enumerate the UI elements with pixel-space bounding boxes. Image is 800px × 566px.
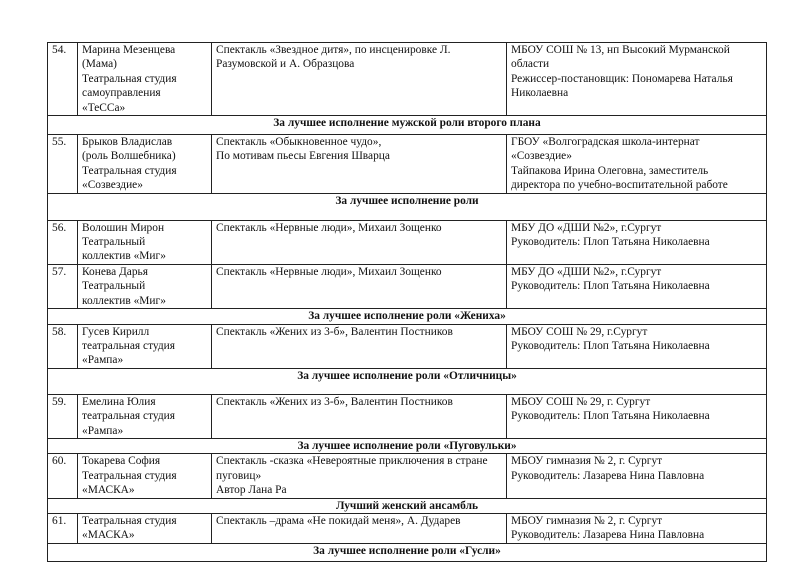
category-header-row <box>48 116 767 135</box>
participant-cell-line: Театральная студия <box>82 514 177 527</box>
table-row <box>48 135 767 194</box>
show-cell <box>212 43 507 116</box>
organization-cell-line: области <box>511 58 550 71</box>
show-cell-line: Спектакль «Нервные люди», Михаил Зощенко <box>216 221 442 234</box>
organization-cell-line: Руководитель: Плоп Татьяна Николаевна <box>511 339 710 352</box>
participant-cell <box>78 43 212 116</box>
organization-cell-line: Николаевна <box>511 87 569 100</box>
participant-cell-line: Марина Мезенцева <box>82 44 176 56</box>
row-number: 58. <box>48 324 78 368</box>
organization-cell <box>507 264 767 308</box>
category-title: За лучшее исполнение роли «Жениха» <box>48 309 767 324</box>
category-header-row <box>48 498 767 513</box>
organization-cell-line: директора по учебно-воспитательной работе <box>511 179 728 192</box>
organization-cell-line: МБУ ДО «ДШИ №2», г.Сургут <box>511 265 662 278</box>
row-number: 60. <box>48 454 78 498</box>
organization-cell-line: Руководитель: Плоп Татьяна Николаевна <box>511 410 710 423</box>
show-cell-line: По мотивам пьесы Евгения Шварца <box>216 150 390 163</box>
participant-cell-line: (Мама) <box>82 58 117 71</box>
organization-cell-line: Руководитель: Плоп Татьяна Николаевна <box>511 280 710 293</box>
table-row <box>48 264 767 308</box>
show-cell-line: Разумовской и А. Образцова <box>216 58 355 71</box>
participant-cell-line: Волошин Мирон <box>82 221 165 234</box>
participant-cell-line: коллектив «Миг» <box>82 250 166 263</box>
row-number: 54. <box>48 43 78 116</box>
category-header-row <box>48 309 767 324</box>
participant-cell-line: театральная студия <box>82 410 176 423</box>
organization-cell <box>507 324 767 368</box>
participant-cell-line: Токарева София <box>82 455 161 468</box>
participant-cell-line: Театральный <box>82 236 146 249</box>
show-cell <box>212 324 507 368</box>
participant-cell-line: самоуправления <box>82 87 161 100</box>
show-cell <box>212 513 507 543</box>
participant-cell-line: Театральная студия <box>82 164 177 177</box>
participant-cell-line: Театральный <box>82 280 146 293</box>
participant-cell-line: Театральная студия <box>82 469 177 482</box>
organization-cell-line: Тайпакова Ирина Олеговна, заместитель <box>511 164 709 177</box>
category-title: За лучшее исполнение роли <box>48 193 767 220</box>
show-cell <box>212 454 507 498</box>
participant-cell-line: «МАСКА» <box>82 484 135 497</box>
organization-cell-line: МБУ ДО «ДШИ №2», г.Сургут <box>511 221 662 234</box>
show-cell-line: Автор Лана Ра <box>216 484 287 497</box>
category-title: За лучшее исполнение роли «Пуговульки» <box>48 438 767 453</box>
category-header-row <box>48 193 767 220</box>
category-header-row <box>48 543 767 561</box>
row-number: 55. <box>48 135 78 194</box>
organization-cell <box>507 394 767 438</box>
show-cell-line: Спектакль «Жених из 3-б», Валентин Постников <box>216 325 453 338</box>
row-number: 61. <box>48 513 78 543</box>
organization-cell-line: МБОУ СОШ № 13, нп Высокий Мурманской <box>511 44 730 56</box>
category-title: Лучший женский ансамбль <box>48 498 767 513</box>
organization-cell-line: МБОУ гимназия № 2, г. Сургут <box>511 455 663 468</box>
category-header-row <box>48 368 767 394</box>
organization-cell-line: МБОУ гимназия № 2, г. Сургут <box>511 514 663 527</box>
participant-cell-line: театральная студия <box>82 339 176 352</box>
show-cell <box>212 264 507 308</box>
participant-cell-line: «Рампа» <box>82 354 124 367</box>
show-cell-line: пуговиц» <box>216 469 262 482</box>
show-cell-line: Спектакль –драма «Не покидай меня», А. Дударев <box>216 514 461 527</box>
participant-cell-line: (роль Волшебника) <box>82 150 176 163</box>
row-number: 57. <box>48 264 78 308</box>
table-row <box>48 513 767 543</box>
awards-table <box>47 42 767 562</box>
participant-cell-line: Гусев Кирилл <box>82 325 150 338</box>
participant-cell <box>78 454 212 498</box>
organization-cell <box>507 454 767 498</box>
show-cell <box>212 135 507 194</box>
organization-cell-line: «Созвездие» <box>511 150 572 163</box>
participant-cell <box>78 394 212 438</box>
participant-cell-line: Емелина Юлия <box>82 395 156 408</box>
show-cell-line: Спектакль «Жених из 3-б», Валентин Постников <box>216 395 453 408</box>
organization-cell-line: МБОУ СОШ № 29, г.Сургут <box>511 325 648 338</box>
category-title: За лучшее исполнение мужской роли второго плана <box>48 116 767 135</box>
participant-cell-line: «ТеСCа» <box>82 101 126 114</box>
participant-cell <box>78 220 212 264</box>
participant-cell-line: «МАСКА» <box>82 529 135 542</box>
participant-cell <box>78 324 212 368</box>
show-cell-line: Спектакль «Звездное дитя», по инсценировке Л. <box>216 44 451 56</box>
category-header-row <box>48 438 767 453</box>
organization-cell-line: ГБОУ «Волгоградская школа-интернат <box>511 136 700 149</box>
participant-cell <box>78 135 212 194</box>
participant-cell-line: Брыков Владислав <box>82 136 173 149</box>
participant-cell <box>78 513 212 543</box>
organization-cell <box>507 513 767 543</box>
table-row <box>48 43 767 116</box>
table-row <box>48 220 767 264</box>
organization-cell <box>507 135 767 194</box>
row-number: 56. <box>48 220 78 264</box>
organization-cell-line: Режиссер-постановщик: Пономарева Наталья <box>511 72 733 85</box>
participant-cell-line: Театральная студия <box>82 72 177 85</box>
organization-cell-line: Руководитель: Плоп Татьяна Николаевна <box>511 236 710 249</box>
participant-cell-line: «Рампа» <box>82 424 124 437</box>
table-row <box>48 324 767 368</box>
organization-cell-line: Руководитель: Лазарева Нина Павловна <box>511 469 705 482</box>
participant-cell-line: коллектив «Миг» <box>82 294 166 307</box>
show-cell <box>212 394 507 438</box>
category-title: За лучшее исполнение роли «Гусли» <box>48 543 767 561</box>
organization-cell <box>507 43 767 116</box>
organization-cell-line: МБОУ СОШ № 29, г. Сургут <box>511 395 651 408</box>
participant-cell-line: «Созвездие» <box>82 179 143 192</box>
participant-cell-line: Конева Дарья <box>82 265 148 278</box>
organization-cell <box>507 220 767 264</box>
show-cell-line: Спектакль -сказка «Невероятные приключения в стране <box>216 455 488 468</box>
show-cell <box>212 220 507 264</box>
table-row <box>48 394 767 438</box>
show-cell-line: Спектакль «Обыкновенное чудо», <box>216 136 382 149</box>
organization-cell-line: Руководитель: Лазарева Нина Павловна <box>511 529 705 542</box>
row-number: 59. <box>48 394 78 438</box>
category-title: За лучшее исполнение роли «Отличницы» <box>48 368 767 394</box>
participant-cell <box>78 264 212 308</box>
table-row <box>48 454 767 498</box>
show-cell-line: Спектакль «Нервные люди», Михаил Зощенко <box>216 265 442 278</box>
